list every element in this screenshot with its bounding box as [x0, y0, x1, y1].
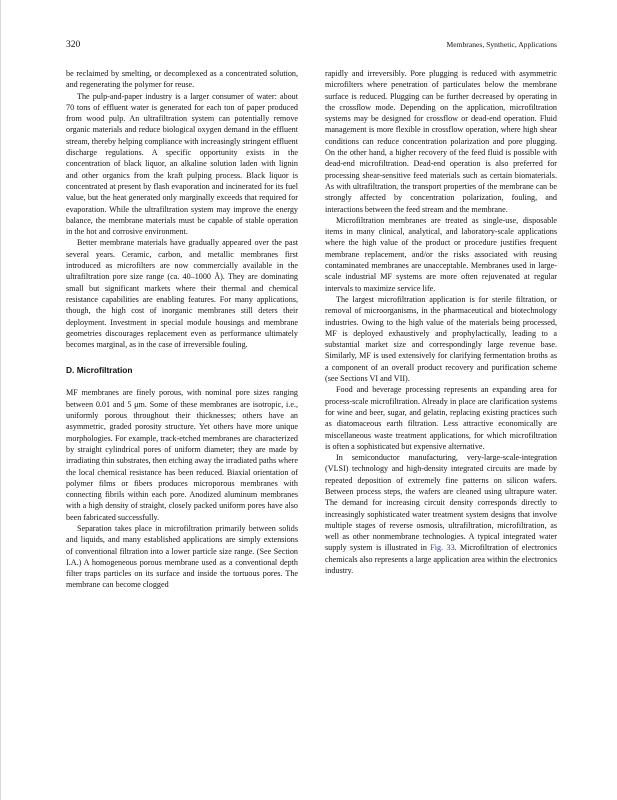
paragraph: MF membranes are finely porous, with nominal pore sizes ranging between 0.01 and 5 μm. Some of these membranes are isotropic, i.e., uniformly porous throughout their thicknesses; others have an asymmetric, graded porosity structure. Yet others have more unique morphologies. For example, track-etched membranes are characterized by straight cylindrical pores of uniform diameter; they are made by irradiating thin substrates, then etching away the irradiated paths where the local chemical resistance has been reduced. Biaxial orientation of polymer films or fibers produces microporous membranes with connecting fibrils within each pore. Anodized aluminum membranes with a high density of straight, closely packed uniform pores have also been fabricated successfully.: [66, 388, 298, 522]
running-title: Membranes, Synthetic, Applications: [446, 40, 557, 49]
paragraph: rapidly and irreversibly. Pore plugging is reduced with asymmetric microfilters where penetration of particulates below the membrane surface is reduced. Plugging can be further decreased by operating in the crossflow mode. Depending on the application, microfiltration systems may be designed for crossflow or dead-end operation. Fluid management is more flexible in crossflow operation, where high shear conditions can reduce concentration polarization and pore plugging. On the other hand, a higher recovery of the feed fluid is possible with dead-end microfiltration. Dead-end operation is also preferred for processing shear-sensitive feed materials such as certain biomaterials. As with ultrafiltration, the transport properties of the membrane can be strongly affected by concentration polarization, fouling, and interactions between the feed stream and the membrane.: [325, 69, 557, 214]
paragraph-text: In semiconductor manufacturing, very-large-scale-integration (VLSI) technology and high-density integrated circuits are made by repeated deposition of extremely fine patterns on silicon wafers. Between process steps, the wafers are cleaned using ultrapure water. The demand for increasing circuit density corresponds directly to increasingly sophisticated water treatment system designs that involve multiple stages of reverse osmosis, ultrafiltration, microfiltration, as well as other nonmembrane technologies. A typical integrated water supply system is illustrated in: [325, 453, 557, 553]
page-edge: [0, 0, 1, 800]
figure-link[interactable]: Fig. 33: [430, 543, 455, 553]
paragraph: [325, 452, 557, 576]
paragraph: Better membrane materials have gradually appeared over the past several years. Ceramic, carbon, and metallic membranes first introduced as microfilters are now commercially available in the ultrafiltration pore size range (ca. 40–1000 Å). They are dominating small but significant markets where their thermal and chemical resistance capabilities are enabling features. For many applications, though, the high cost of inorganic membranes still deters their deployment. Investment in special module housings and membrane geometries discourages replacement even as performance ultimately becomes marginal, as in the case of irreversible fouling.: [66, 238, 298, 350]
paragraph-text: . Microfiltration of electronics chemicals also represents a large application area within the electronics industry.: [325, 543, 557, 576]
page-header: [66, 40, 557, 54]
paragraph: The pulp-and-paper industry is a larger consumer of water: about 70 tons of effluent water is generated for each ton of paper produced from wood pulp. An ultrafiltration system can potentially remove organic materials and reduce biological oxygen demand in the effluent stream, thereby helping compliance with increasingly stringent effluent discharge regulations. A specific opportunity exists in the concentration of black liquor, an alkaline solution laden with lignin and other organics from the kraft pulping process. Black liquor is concentrated at present by flash evaporation and incinerated for its fuel value, but the heat generated only marginally exceeds that required for evaporation. While the ultrafiltration system may improve the energy balance, the membrane materials must be capable of stable operation in the hot and corrosive environment.: [66, 91, 298, 237]
paragraph: Microfiltration membranes are treated as single-use, disposable items in many clinical, analytical, and laboratory-scale applications where the high value of the product or procedure justifies frequent membrane replacement, and/or the risks associated with reusing contaminated membranes are unacceptable. Membranes used in large-scale industrial MF systems are more often rejuvenated at regular intervals to maximize service life.: [325, 215, 557, 293]
section-heading: D. Microfiltration: [66, 365, 133, 376]
paragraph: Separation takes place in microfiltration primarily between solids and liquids, and many established applications are simply extensions of conventional filtration into a lower particle size range. (See Section I.A.) A homogeneous porous membrane used as a conventional depth filter traps particles on its surface and inside the tortuous pores. The membrane can become clogged: [66, 523, 298, 590]
right-column: [325, 68, 557, 576]
paragraph: The largest microfiltration application is for sterile filtration, or removal of microorganisms, in the pharmaceutical and biotechnology industries. Owing to the high value of the materials being processed, MF is deployed exhaustively and prophylactically, leading to a substantial market size and correspondingly large revenue base. Similarly, MF is used extensively for clarifying fermentation broths as a component of an overall product recovery and purification scheme (see Sections VI and VII).: [325, 294, 557, 384]
paragraph: be reclaimed by smelting, or decomplexed as a concentrated solution, and regenerating the polymer for reuse.: [66, 69, 298, 90]
paragraph: Food and beverage processing represents an expanding area for process-scale microfiltration. Already in place are clarification systems for wine and beer, sugar, and gelatin, replacing existing practices such as diatomaceous earth filtration. Less attractive economically are miscellaneous waste treatment applications, for which microfiltration is often a sophisticated but expensive alternative.: [325, 385, 557, 451]
page-number: 320: [66, 40, 81, 50]
left-column: [66, 68, 298, 591]
